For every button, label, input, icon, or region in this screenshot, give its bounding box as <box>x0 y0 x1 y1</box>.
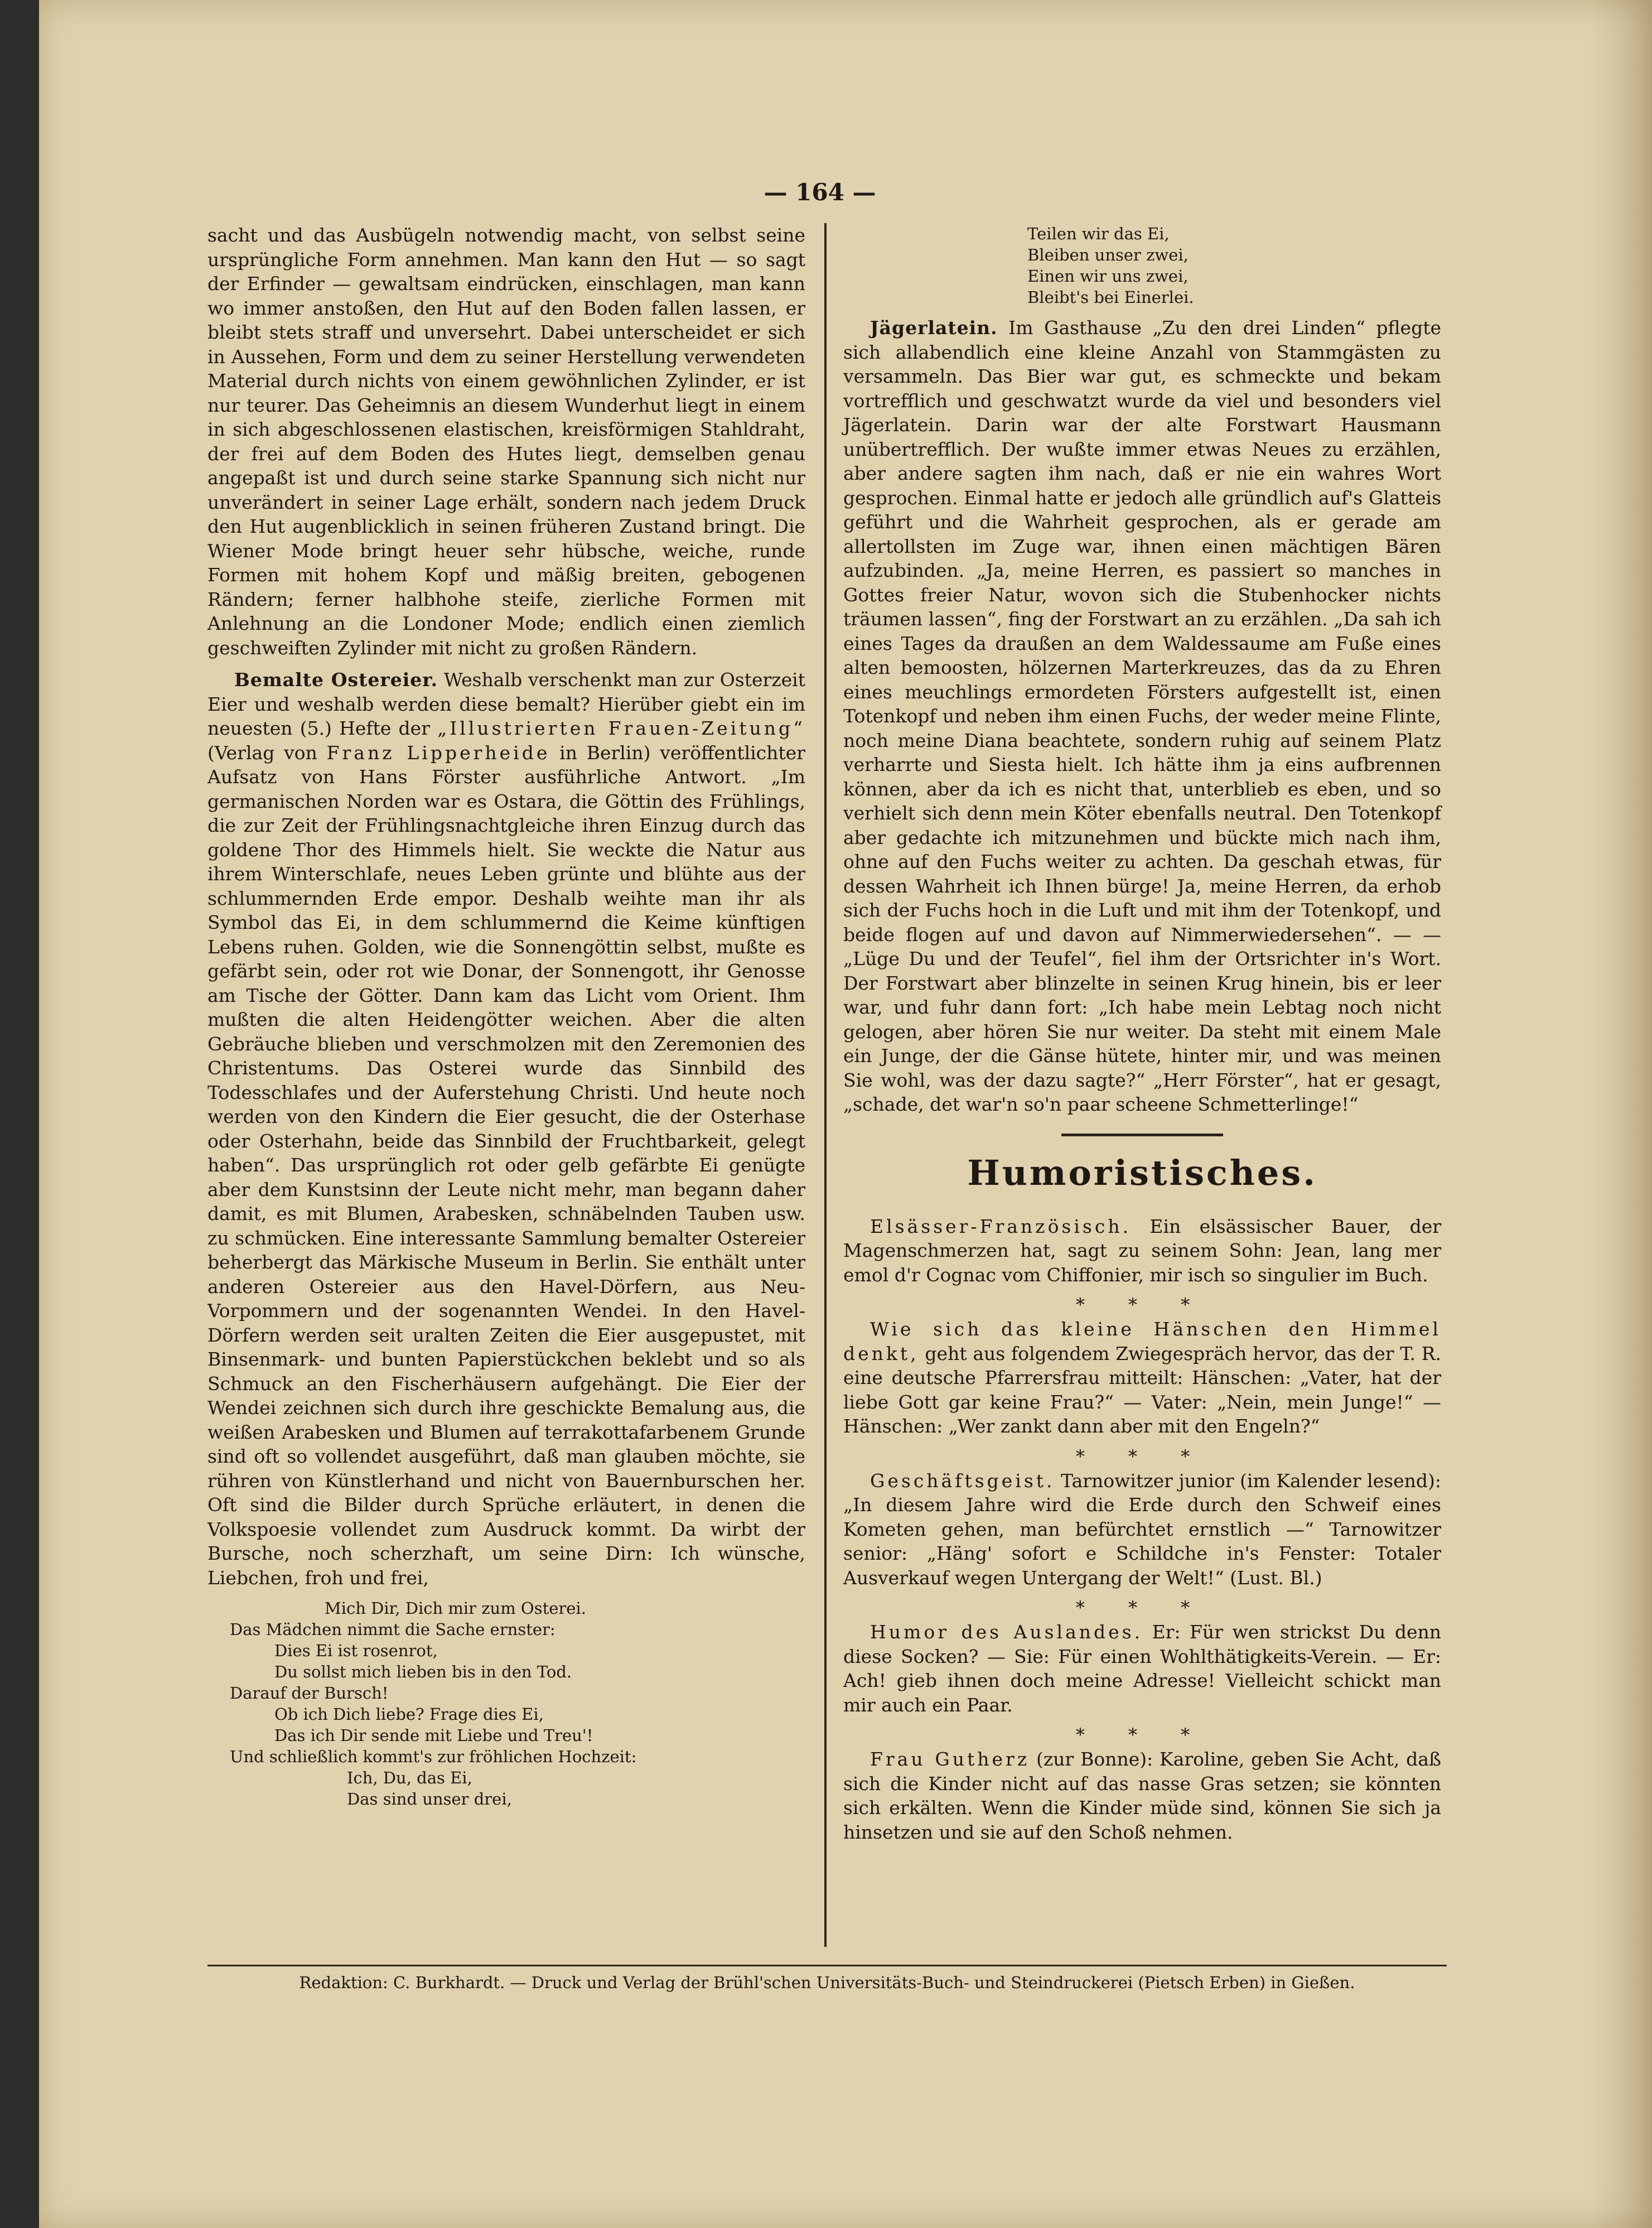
star-separator: * * * <box>1075 1724 1209 1745</box>
hat-article-continuation: sacht und das Ausbügeln notwendig macht, von selbst seine ursprüngliche Form annehmen. Man kann den Hut — so sagt der Erfinder — gewaltsam eindrücken, einschlagen, man kann wo immer anstoßen, den Hut auf den Boden fallen lassen, er bleibt stets straff und unversehrt. Dabei unterscheidet er sich in Aussehen, Form und dem zu seiner Herstellung verwendeten Material durch nichts von einem gewöhnlichen Zylinder, er ist nur teurer. Das Geheimnis an diesem Wunderhut liegt in einem in sich abgeschlossenen elastischen, kreisförmigen Stahldraht, der frei auf dem Boden des Hutes liegt, demselben genau angepaßt ist und durch seine starke Spannung sich nicht nur unverändert in seiner Lage erhält, sondern nach jedem Druck den Hut augenblicklich in seinen früheren Zustand bringt. Die Wiener Mode bringt heuer sehr hübsche, weiche, runde Formen mit hohem Kopf und mäßig breiten, gebogenen Rändern; ferner halbhohe steife, zierliche Formen mit Anlehnung an die Londoner Mode; endlich einen ziemlich geschweiften Zylinder mit nicht zu großen Rändern. <box>207 224 805 659</box>
joke-heading: Elsässer-Französisch. <box>870 1215 1132 1237</box>
easter-eggs-text-c: in Berlin) veröffentlichter Aufsatz von Hans Förster ausführliche Antwort. „Im germanischen Norden war es Ostara, die Göttin des Frühlings, die zur Zeit der Frühlingsnachtgleiche ihren Einzug durch das goldene Thor des Himmels hielt. Sie weckte die Natur aus ihrem Winterschlafe, neues Leben grünte und blühte aus der schlummernden Erde empor. Deshalb weihte man ihr als Symbol das Ei, in dem schlummernd die Keime künftigen Lebens ruhen. Golden, wie die Sonnengöttin selbst, mußte es gefärbt sein, oder rot wie Donar, der Sonnengott, ihr Genosse am Tische der Götter. Dann kam das Licht vom Orient. Ihm mußten die alten Heidengötter weichen. Aber die alten Gebräuche blieben und verschmolzen mit den Zeremonien des Christentums. Das Osterei wurde das Sinnbild des Todesschlafes und der Auferstehung Christi. Und heute noch werden von den Kindern die Eier gesucht, die der Osterhase oder Osterhahn, beide das Sinnbild der Fruchtbarkeit, gelegt haben“. Das ursprünglich rot oder gelb gefärbte Ei genügte aber dem Kunstsinn der Leute nicht mehr, man begann daher damit, es mit Blumen, Arabesken, schnäbelnden Tauben usw. zu schmücken. Eine interessante Sammlung bemalter Ostereier beherbergt das Märkische Museum in Berlin. Sie enthält unter anderen Ostereier aus den Havel-Dörfern, aus Neu-Vorpommern und der sogenannten Wendei. In den Havel-Dörfern werden seit uralten Zeiten die Eier ausgepustet, mit Binsenmark- und bunten Papierstückchen beklebt und so als Schmuck an den Fischerhäusern aufgehängt. Die Eier der Wendei zeichnen sich durch ihre geschickte Bemalung aus, die weißen Arabesken und Blumen auf terrakottafarbenem Grunde sind oft so vollendet ausgeführt, daß man glauben möchte, sie rühren von Künstlerhand und nicht von Bauernburschen her. Oft sind die Bilder durch Sprüche erläutert, in denen die Volkspoesie vollendet zum Ausdruck kommt. Da wirbt der Bursche, noch scherzhaft, um seine Dirn: Ich wünsche, Liebchen, froh und frei, <box>207 741 805 1589</box>
joke-text: Er: Für wen strickst Du denn diese Socken? — Sie: Für einen Wohlthätigkeits-Verein. — Er: Ach! gieb ihnen doch meine Adresse! Vielleicht schickt man mir auch ein Paar. <box>843 1621 1441 1716</box>
easter-eggs-heading: Bemalte Ostereier. <box>234 669 438 691</box>
verse-line: Dies Ei ist rosenrot, <box>274 1641 438 1660</box>
verse-line: Ich, Du, das Ei, <box>347 1768 472 1787</box>
joke-abroad <box>843 1620 1441 1717</box>
verse-line: Mich Dir, Dich mir zum Osterei. <box>325 1599 586 1618</box>
easter-eggs-text-b: (Verlag von <box>207 741 317 764</box>
joke-heading: Humor des Auslandes. <box>870 1621 1143 1643</box>
joke-business <box>843 1469 1441 1590</box>
joke-heading: Frau Gutherz <box>870 1748 1030 1770</box>
hunter-tale-heading: Jägerlatein. <box>870 317 998 339</box>
joke-heading: Geschäftsgeist. <box>870 1469 1055 1492</box>
verse-narration: Darauf der Bursch! <box>230 1684 389 1703</box>
joke-alsatian <box>843 1214 1441 1287</box>
joke-text: Tarnowitzer junior (im Kalender lesend): „In diesem Jahre wird die Erde durch den Schweif eines Kometen gehen, man befürchtet ernstlich —“ Tarnowitzer senior: „Häng' sofort e Schildche in's Fenster: Totaler Ausverkauf wegen Untergang der Welt!“ (Lust. Bl.) <box>843 1469 1441 1589</box>
page-number: — 164 — <box>764 179 876 206</box>
joke-haenschen <box>843 1317 1441 1439</box>
section-separator <box>1061 1134 1223 1136</box>
verse-line: Ob ich Dich liebe? Frage dies Ei, <box>274 1705 544 1724</box>
page-fold-shadow <box>1590 0 1652 2228</box>
left-column <box>207 223 805 1817</box>
verse-line: Einen wir uns zwei, <box>1027 267 1189 286</box>
easter-verses <box>207 1598 805 1810</box>
verse-line: Bleibt's bei Einerlei. <box>1027 288 1194 307</box>
verse-line: Teilen wir das Ei, <box>1027 224 1170 243</box>
easter-eggs-article <box>207 668 805 1590</box>
verse-line: Du sollst mich lieben bis in den Tod. <box>274 1662 572 1681</box>
easter-verses-end <box>843 223 1441 308</box>
column-divider <box>824 223 827 1947</box>
verse-line: Das sind unser drei, <box>347 1790 512 1809</box>
verse-line: Das ich Dir sende mit Liebe und Treu'! <box>274 1726 593 1745</box>
footer-rule <box>207 1965 1447 1966</box>
verse-narration: Das Mädchen nimmt die Sache ernster: <box>230 1620 556 1639</box>
star-separator: * * * <box>1075 1294 1209 1315</box>
joke-text: (zur Bonne): Karoline, geben Sie Acht, daß sich die Kinder nicht auf das nasse Gras setzen; sie könnten sich erkälten. Wenn die Kinder müde sind, können Sie sich ja hinsetzen und sie auf den Schoß nehmen. <box>843 1748 1441 1843</box>
imprint-footer: Redaktion: C. Burkhardt. — Druck und Verlag der Brühl'schen Universitäts-Buch- und Steindruckerei (Pietsch Erben) in Gießen. <box>299 1973 1355 1992</box>
easter-eggs-text-a: Weshalb verschenkt man zur Osterzeit Eier und weshalb werden diese bemalt? Hierüber giebt ein im neuesten (5.) Hefte der <box>207 669 805 739</box>
star-separator: * * * <box>1075 1597 1209 1618</box>
joke-text: geht aus folgendem Zwiegespräch hervor, das der T. R. eine deutsche Pfarrersfrau mitteilt: Hänschen: „Vater, hat der liebe Gott gar keine Frau?“ — Vater: „Nein, mein Junge!“ — Hänschen: „Wer zankt dann aber mit den Engeln?“ <box>843 1342 1441 1437</box>
scan-margin <box>0 0 39 2228</box>
publisher-name: Franz Lipperheide <box>326 741 550 764</box>
humor-section-title: Humoristisches. <box>967 1152 1317 1193</box>
joke-heading: Wie sich das kleine Hänschen den Himmel denkt, <box>843 1318 1441 1364</box>
hunter-tale-article <box>843 316 1441 1117</box>
right-column <box>843 223 1441 1852</box>
joke-text: Ein elsässischer Bauer, der Magenschmerzen hat, sagt zu seinem Sohn: Jean, lang mer emol d'r Cognac vom Chiffonier, mir isch so singulier im Buch. <box>843 1215 1442 1286</box>
magazine-title: „Illustrierten Frauen-Zeitung“ <box>437 717 805 739</box>
star-separator: * * * <box>1075 1445 1209 1467</box>
verse-line: Bleiben unser zwei, <box>1027 245 1189 264</box>
hunter-tale-text: Im Gasthause „Zu den drei Linden“ pflegte sich allabendlich eine kleine Anzahl von Stammgästen zu versammeln. Das Bier war gut, es schmeckte und bekam vortrefflich und geschwatzt wurde da viel und besonders viel Jägerlatein. Darin war der alte Forstwart Hausmann unübertrefflich. Der wußte immer etwas Neues zu erzählen, aber andere sagten ihm nach, daß er nie ein wahres Wort gesprochen. Einmal hatte er jedoch alle gründlich auf's Glatteis geführt und die Wahrheit gesprochen, als er gerade am allertollsten im Zuge war, ihnen einen mächtigen Bären aufzubinden. „Ja, meine Herren, es passiert so manches in Gottes freier Natur, wovon sich die Stubenhocker nichts träumen lassen“, fing der Forstwart an zu erzählen. „Da sah ich eines Tages da draußen an dem Waldessaume am Fuße eines alten bemoosten, hölzernen Marterkreuzes, das da zu Ehren eines meuchlings ermordeten Försters aufgestellt ist, einen Totenkopf und neben ihm einen Fuchs, der weder meine Flinte, noch meine Diana beachtete, sondern ruhig auf seinem Platz verharrte und Siesta hielt. Ich hätte ihm ja eins aufbrennen können, aber da ich es nicht that, unterblieb es eben, und so verhielt sich denn mein Köter ebenfalls neutral. Den Totenkopf aber gedachte ich mitzunehmen und bückte mich nach ihm, ohne auf den Fuchs weiter zu achten. Da geschah etwas, für dessen Wahrheit ich Ihnen bürge! Ja, meine Herren, da erhob sich der Fuchs hoch in die Luft und mit ihm der Totenkopf, und beide flogen auf und davon auf Nimmerwiedersehen“. — — „Lüge Du und der Teufel“, fiel ihm der Ortsrichter in's Wort. Der Forstwart aber blinzelte in seinen Krug hinein, bis er leer war, und fuhr dann fort: „Ich habe mein Lebtag noch nicht gelogen, aber hören Sie nur weiter. Da steht mit einem Male ein Junge, der die Gänse hütete, hinter mir, und was meinen Sie wohl, was der dazu sagte?“ „Herr Förster“, hat er gesagt, „schade, det war'n so'n paar scheene Schmetterlinge!“ <box>843 317 1441 1115</box>
verse-narration: Und schließlich kommt's zur fröhlichen Hochzeit: <box>230 1747 637 1766</box>
joke-gutherz <box>843 1747 1441 1844</box>
